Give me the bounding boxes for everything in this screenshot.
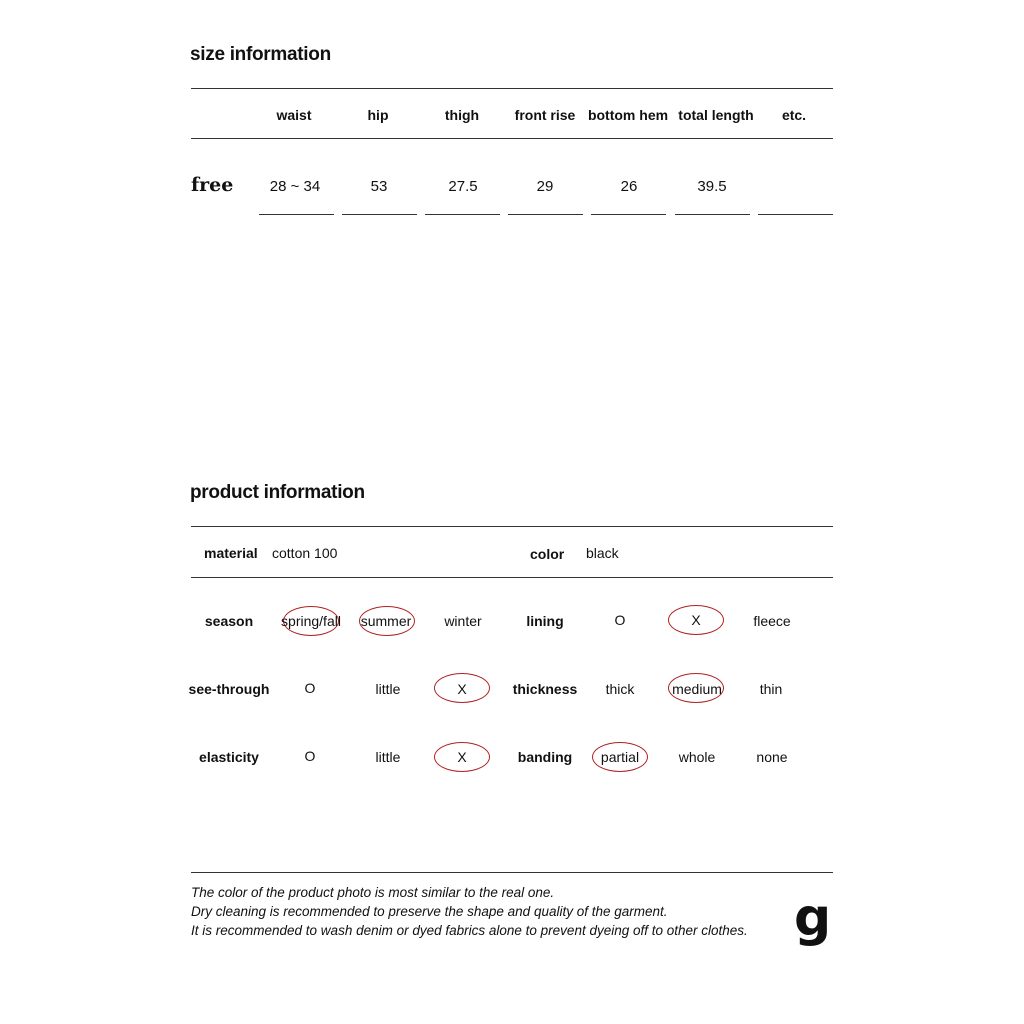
size-value-total-length: 39.5	[697, 178, 727, 195]
thickness-option-thin: thin	[759, 681, 783, 697]
elasticity-label: elasticity	[199, 749, 259, 765]
value-underline	[508, 214, 583, 215]
elasticity-option-little: little	[375, 749, 401, 765]
lining-option-o: O	[614, 612, 626, 628]
elasticity-option-x: X	[457, 749, 467, 765]
color-value: black	[586, 545, 619, 561]
note-line: The color of the product photo is most similar to the real one.	[191, 885, 555, 900]
see-through-option-o: O	[304, 680, 316, 696]
value-underline	[758, 214, 833, 215]
brand-logo: g	[794, 888, 832, 948]
see-through-label: see-through	[188, 681, 270, 697]
product-table-mid-rule	[191, 577, 833, 578]
col-header-front-rise: front rise	[514, 107, 576, 123]
value-underline	[425, 214, 500, 215]
col-header-total-length: total length	[678, 107, 754, 123]
size-value-front-rise: 29	[536, 178, 554, 195]
season-label: season	[204, 613, 254, 629]
season-option-spring-fall: spring/fall	[281, 613, 341, 629]
product-table-top-rule	[191, 526, 833, 527]
see-through-option-x: X	[457, 681, 467, 697]
thickness-option-thick: thick	[605, 681, 635, 697]
see-through-option-little: little	[375, 681, 401, 697]
value-underline	[342, 214, 417, 215]
size-information-title: size information	[190, 44, 331, 65]
lining-option-x: X	[691, 612, 701, 628]
note-line: Dry cleaning is recommended to preserve the shape and quality of the garment.	[191, 904, 668, 919]
col-header-waist: waist	[276, 107, 312, 123]
col-header-thigh: thigh	[444, 107, 480, 123]
banding-label: banding	[517, 749, 573, 765]
col-header-etc: etc.	[781, 107, 807, 123]
banding-option-whole: whole	[678, 749, 716, 765]
thickness-option-medium: medium	[672, 681, 722, 697]
lining-label: lining	[526, 613, 564, 629]
note-line: It is recommended to wash denim or dyed fabrics alone to prevent dyeing off to other clothes.	[191, 923, 748, 938]
size-value-hip: 53	[370, 178, 388, 195]
value-underline	[675, 214, 750, 215]
size-value-waist: 28 ~ 34	[269, 178, 321, 195]
product-information-title: product information	[190, 482, 365, 503]
value-underline	[591, 214, 666, 215]
size-table-header-rule	[191, 138, 833, 139]
col-header-bottom-hem: bottom hem	[587, 107, 669, 123]
material-label: material	[204, 545, 258, 561]
size-value-bottom-hem: 26	[620, 178, 638, 195]
notes-top-rule	[191, 872, 833, 873]
banding-option-none: none	[756, 749, 788, 765]
col-header-hip: hip	[367, 107, 389, 123]
season-option-winter: winter	[444, 613, 482, 629]
material-value: cotton 100	[272, 545, 338, 561]
lining-option-fleece: fleece	[753, 613, 791, 629]
color-label: color	[530, 546, 565, 562]
size-value-thigh: 27.5	[448, 178, 478, 195]
value-underline	[259, 214, 334, 215]
elasticity-option-o: O	[304, 748, 316, 764]
season-option-summer: summer	[360, 613, 412, 629]
banding-option-partial: partial	[600, 749, 640, 765]
thickness-label: thickness	[512, 681, 578, 697]
size-row-label: free	[191, 174, 234, 196]
size-table-top-rule	[191, 88, 833, 89]
